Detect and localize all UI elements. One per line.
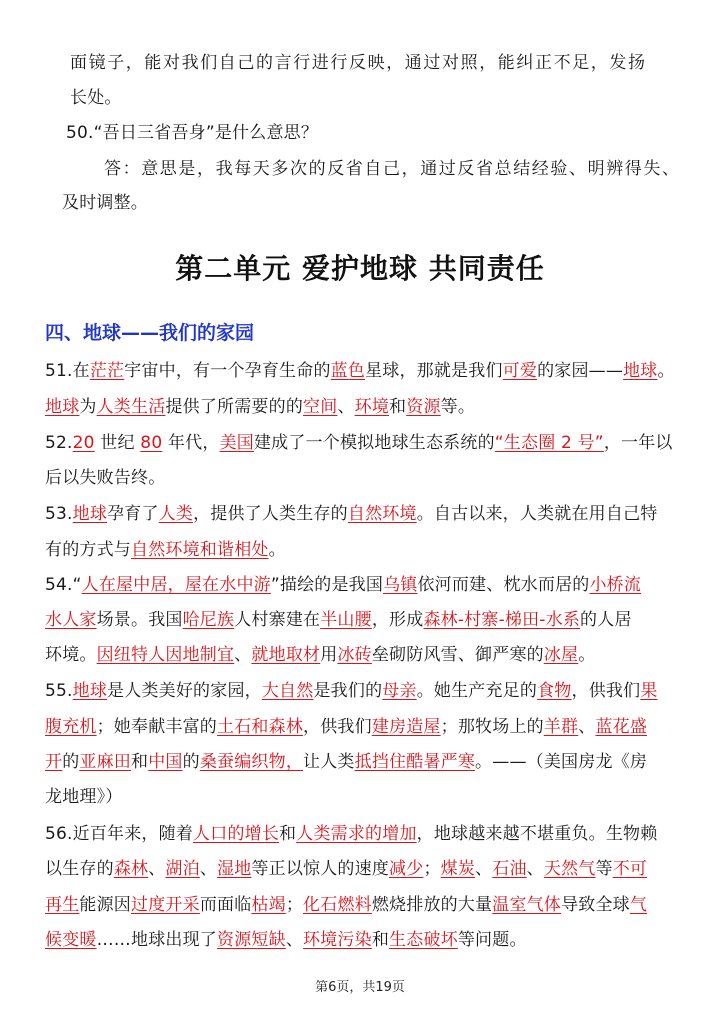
paragraph-line: 长处。: [70, 88, 122, 108]
keyword: 土石和森林: [217, 717, 304, 737]
keyword: 大自然: [261, 681, 314, 701]
keyword: 枯竭: [251, 895, 286, 915]
keyword: 可爱: [502, 361, 538, 381]
paragraph-line: 面镜子，能对我们自己的言行进行反映，通过对照，能纠正不足，发扬: [70, 53, 647, 73]
item-54-line3: 环境。因纽特人因地制宜、就地取材用冰砖垒砌防风雪、御严寒的冰屋。: [45, 645, 596, 665]
keyword: 母亲: [382, 681, 417, 701]
keyword: 资源: [406, 397, 441, 417]
keyword: 环境: [354, 397, 390, 417]
keyword: 石油: [492, 859, 527, 879]
keyword: 人类: [158, 504, 194, 524]
keyword: 自然环境和谐相处: [131, 540, 269, 560]
item-51-line2: 地球为人类生活提供了所需要的的空间、环境和资源等。: [45, 397, 476, 417]
keyword: 化石燃料: [303, 895, 372, 915]
keyword: 腹充机: [45, 717, 97, 737]
item-56-line2: 以生存的森林、湖泊、湿地等正以惊人的速度减少；煤炭、石油、天然气等不可: [45, 859, 648, 879]
question-50: 50.“吾日三省吾身”是什么意思？: [66, 123, 319, 143]
keyword: 地球: [72, 504, 108, 524]
keyword: 开: [45, 752, 63, 772]
keyword: 减少: [389, 859, 424, 879]
item-51-line1: 51.在茫茫宇宙中，有一个孕育生命的蓝色星球，那就是我们可爱的家园——地球。: [45, 361, 675, 381]
item-54-line2: 水人家场景。我国哈尼族人村寨建在半山腰，形成森林-村寨-梯田-水系的人居: [45, 610, 632, 630]
keyword: 哈尼族: [182, 610, 235, 630]
keyword: 生态破坏: [389, 930, 458, 950]
item-53-line2: 有的方式与自然环境和谐相处。: [45, 540, 286, 560]
keyword: 桑蚕编织物，: [199, 752, 304, 772]
keyword: “生态圈 2 号”: [494, 433, 604, 453]
keyword: 资源短缺: [217, 930, 286, 950]
answer-50-line2: 及时调整。: [62, 193, 148, 213]
keyword: 湖泊: [165, 859, 200, 879]
item-52-line2: 后以失败告终。: [45, 468, 166, 488]
keyword: 人口的增长: [193, 824, 280, 844]
item-55-line4: 龙地理》）: [45, 787, 123, 807]
keyword: 乌镇: [383, 575, 418, 595]
keyword: 温室气体: [492, 895, 562, 915]
keyword: 地球: [623, 361, 658, 381]
keyword: 茫茫: [89, 361, 125, 381]
keyword: 人在屋中居，屋在水中游: [81, 575, 271, 595]
answer-50-line1: 答：意思是，我每天多次的反省自己，通过反省总结经验、明辨得失、: [104, 159, 681, 179]
item-56-line1: 56.近百年来，随着人口的增长和人类需求的增加，地球越来越不堪重负。生物赖: [45, 824, 658, 844]
keyword: 美国: [219, 433, 254, 453]
keyword: 蓝色: [330, 361, 366, 381]
keyword: 食物: [537, 681, 572, 701]
keyword: 冰屋: [543, 645, 579, 665]
keyword: 过度开采: [131, 895, 200, 915]
item-56-line4: 候变暖……地球出现了资源短缺、环境污染和生态破坏等问题。: [45, 930, 527, 950]
keyword: 地球: [72, 681, 108, 701]
keyword: 人类需求的增加: [296, 824, 417, 844]
keyword: 亚麻田: [79, 752, 132, 772]
keyword: 环境污染: [303, 930, 372, 950]
keyword: 半山腰: [320, 610, 372, 630]
item-55-line1: 55.地球是人类美好的家园，大自然是我们的母亲。她生产充足的食物，供我们果: [45, 681, 658, 701]
page-number: 第6页，共19页: [315, 980, 405, 995]
keyword: 20: [72, 433, 95, 453]
keyword: 因纽特人因地制宜: [96, 645, 235, 665]
keyword: 果: [640, 681, 658, 701]
unit-title: 第二单元 爱护地球 共同责任: [175, 252, 545, 285]
keyword: 森林: [113, 859, 149, 879]
item-56-line3: 再生能源因过度开采而面临枯竭；化石燃料燃烧排放的大量温室气体导致全球气: [45, 895, 648, 915]
keyword: 中国: [148, 752, 183, 772]
keyword: 抵挡住酷暑严寒: [354, 752, 476, 772]
keyword: 小桥流: [589, 575, 642, 595]
section-title: 四、地球——我们的家园: [45, 322, 255, 344]
item-54-line1: 54.“人在屋中居，屋在水中游”描绘的是我国乌镇依河而建、枕水而居的小桥流: [45, 575, 642, 595]
keyword: 冰砖: [337, 645, 372, 665]
keyword: 就地取材: [251, 645, 321, 665]
keyword: 羊群: [543, 717, 579, 737]
item-55-line3: 开的亚麻田和中国的桑蚕编织物，让人类抵挡住酷暑严寒。——（美国房龙《房: [45, 752, 648, 772]
keyword: 建房造屋: [371, 717, 441, 737]
keyword: 天然气: [543, 859, 596, 879]
keyword: 80: [140, 433, 163, 453]
keyword: 再生: [45, 895, 80, 915]
keyword: 人类生活: [96, 397, 166, 417]
keyword: 地球: [45, 397, 80, 417]
keyword: 不可: [612, 859, 648, 879]
item-52-line1: 52.20 世纪 80 年代，美国建成了一个模拟地球生态系统的“生态圈 2 号”，一年以: [45, 433, 673, 453]
keyword: 空间: [303, 397, 338, 417]
item-55-line2: 腹充机；她奉献丰富的土石和森林，供我们建房造屋；那牧场上的羊群、蓝花盛: [45, 717, 648, 737]
keyword: 森林-村寨-梯田-水系: [423, 610, 581, 630]
keyword: 气: [629, 895, 648, 915]
keyword: 水人家: [45, 610, 97, 630]
item-53-line1: 53.地球孕育了人类，提供了人类生存的自然环境。自古以来，人类就在用自己特: [45, 504, 658, 524]
keyword: 湿地: [217, 859, 252, 879]
keyword: 煤炭: [440, 859, 476, 879]
keyword: 自然环境: [347, 504, 417, 524]
keyword: 候变暖: [45, 930, 97, 950]
keyword: 蓝花盛: [595, 717, 648, 737]
